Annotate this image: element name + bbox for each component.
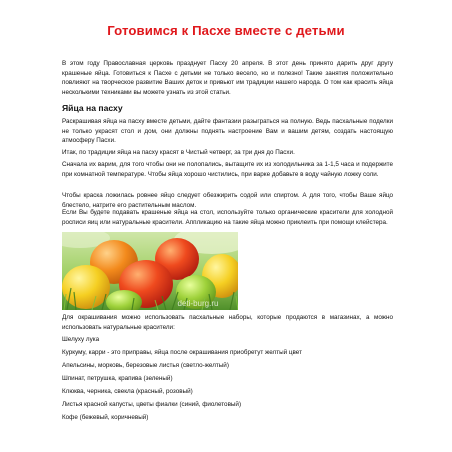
- body-paragraph: Раскрашивая яйца на пасху вместе детьми, дайте фантазии разыграться на полную. Ведь пасхальные поделки не только украсят стол и дом, они должны поднять настроение Вам и вашим детям, создать настоящую атмосферу Пасхи.: [62, 118, 393, 145]
- page-title: Готовимся к Пасхе вместе с детьми: [107, 23, 345, 38]
- dyes-intro-paragraph: Для окрашивания можно использовать пасхальные наборы, которые продаются в магазинах, а можно использовать натуральные красители:: [62, 314, 393, 331]
- dye-list-item: Шпинат, петрушка, крапива (зеленый): [62, 375, 173, 382]
- dye-list-item: Клюква, черника, свекла (красный, розовый): [62, 388, 193, 395]
- body-paragraph: Чтобы краска ложилась ровнее яйцо следует обезжирить содой или спиртом. А для того, чтобы Ваше яйцо блестело, натрите его растительным маслом.: [62, 192, 393, 209]
- dye-list-item: Куркуму, карри - это приправы, яйца после окрашивания приобретут желтый цвет: [62, 349, 302, 356]
- intro-paragraph: В этом году Православная церковь празднует Пасху 20 апреля. В этот день принято дарить друг другу крашеные яйца. Готовиться к Пасхе с детьми не только весело, но и полезно! Такие занятия положительно повлияют на творческое развитие Ваших деток и привьют им традиции нашего народа. О том как красить яйца несколькими техниками вы можете узнать из этой статьи.: [62, 60, 393, 96]
- dye-list-item: Шелуху лука: [62, 336, 100, 343]
- photo-watermark: deti-burg.ru: [177, 299, 219, 308]
- dye-list-item: Апельсины, морковь, березовые листья (светло-желтый): [62, 362, 229, 369]
- body-paragraph: Сначала их варим, для того чтобы они не полопались, вытащите их из холодильника за 1-1,5 часа и подержите при комнатной температуре. Чтобы яйца хорошо чистились, при варке добавьте в воду чайную ложку соли.: [62, 161, 393, 178]
- dye-list-item: Листья красной капусты, цветы фиалки (синий, фиолетовый): [62, 401, 242, 408]
- dye-list-item: Кофе (бежевый, коричневый): [62, 414, 149, 421]
- section-heading: Яйца на пасху: [62, 103, 123, 113]
- body-paragraph: Если Вы будете подавать крашеные яйца на стол, используйте только органические красители для холодной росписи яиц или натуральные красители. Аппликацию на такие яйца можно приклеить при помощи клейстера.: [62, 209, 393, 226]
- body-paragraph: Итак, по традиции яйца на пасху красят в Чистый четверг, за три дня до Пасхи.: [62, 149, 295, 156]
- easter-eggs-photo: [62, 232, 238, 310]
